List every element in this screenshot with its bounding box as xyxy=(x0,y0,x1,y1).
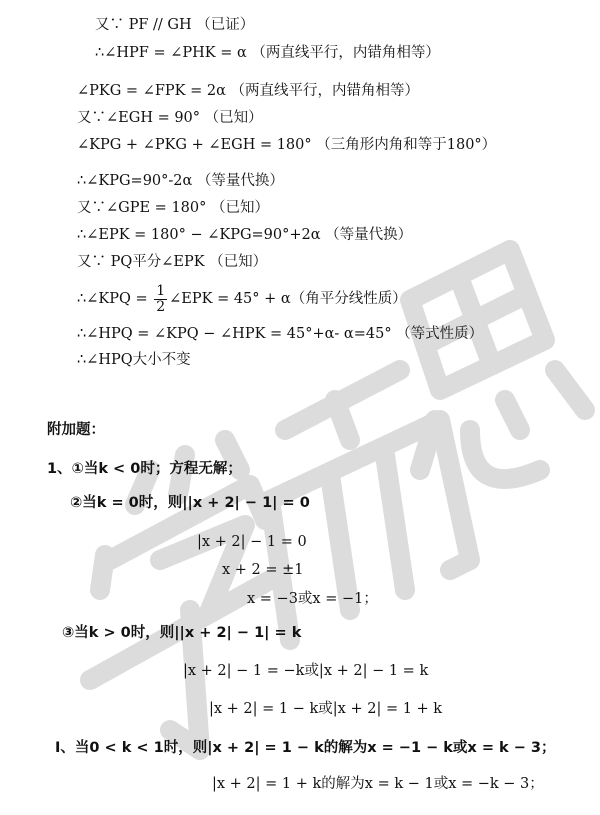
equation-step-5: |x + 2| = 1 − k或|x + 2| = 1 + k xyxy=(209,701,443,717)
section-heading-bonus: 附加题： xyxy=(47,422,105,438)
equation-step-2: x + 2 = ±1 xyxy=(222,562,304,578)
text-line-1: 又∵ PF // GH （已证） xyxy=(95,17,255,33)
fraction-one-half xyxy=(154,284,167,315)
equation-step-4: |x + 2| − 1 = −k或|x + 2| − 1 = k xyxy=(183,663,429,679)
equation-step-3: x = −3或x = −1； xyxy=(247,591,378,607)
text-line-4: 又∵∠EGH = 90° （已知） xyxy=(77,110,263,126)
formula-suffix: ∠EPK = 45° + α（角平分线性质） xyxy=(169,291,407,307)
text-line-2: ∴∠HPF = ∠PHK = α （两直线平行，内错角相等） xyxy=(95,45,440,61)
text-line-11: ∴∠HPQ = ∠KPQ − ∠HPK = 45°+α- α=45° （等式性质） xyxy=(77,326,484,342)
text-line-12: ∴∠HPQ大小不变 xyxy=(77,352,191,368)
text-line-9: 又∵ PQ平分∠EPK （已知） xyxy=(77,254,268,270)
case-1: 1、①当k < 0时；方程无解； xyxy=(47,461,242,477)
formula-prefix: ∴∠KPQ = xyxy=(77,291,153,307)
text-line-10 xyxy=(77,282,407,316)
fraction-numerator: 1 xyxy=(156,282,166,299)
text-line-5: ∠KPG + ∠PKG + ∠EGH = 180° （三角形内角和等于180°） xyxy=(77,137,497,153)
fraction-denominator: 2 xyxy=(156,298,166,315)
case-2: ②当k = 0时，则||x + 2| − 1| = 0 xyxy=(70,495,310,511)
equation-step-1: |x + 2| − 1 = 0 xyxy=(197,534,307,550)
text-line-7: 又∵∠GPE = 180° （已知） xyxy=(77,200,269,216)
text-line-3: ∠PKG = ∠FPK = 2α （两直线平行，内错角相等） xyxy=(77,83,419,99)
subcase-1-result: |x + 2| = 1 + k的解为x = k − 1或x = −k − 3； xyxy=(212,776,544,792)
case-3: ③当k > 0时，则||x + 2| − 1| = k xyxy=(62,625,302,641)
text-line-8: ∴∠EPK = 180° − ∠KPG=90°+2α （等量代换） xyxy=(77,227,413,243)
text-line-6: ∴∠KPG=90°-2α （等量代换） xyxy=(77,173,284,189)
subcase-1: Ⅰ、当0 < k < 1时，则|x + 2| = 1 − k的解为x = −1 − k或x = k − 3； xyxy=(55,740,556,756)
